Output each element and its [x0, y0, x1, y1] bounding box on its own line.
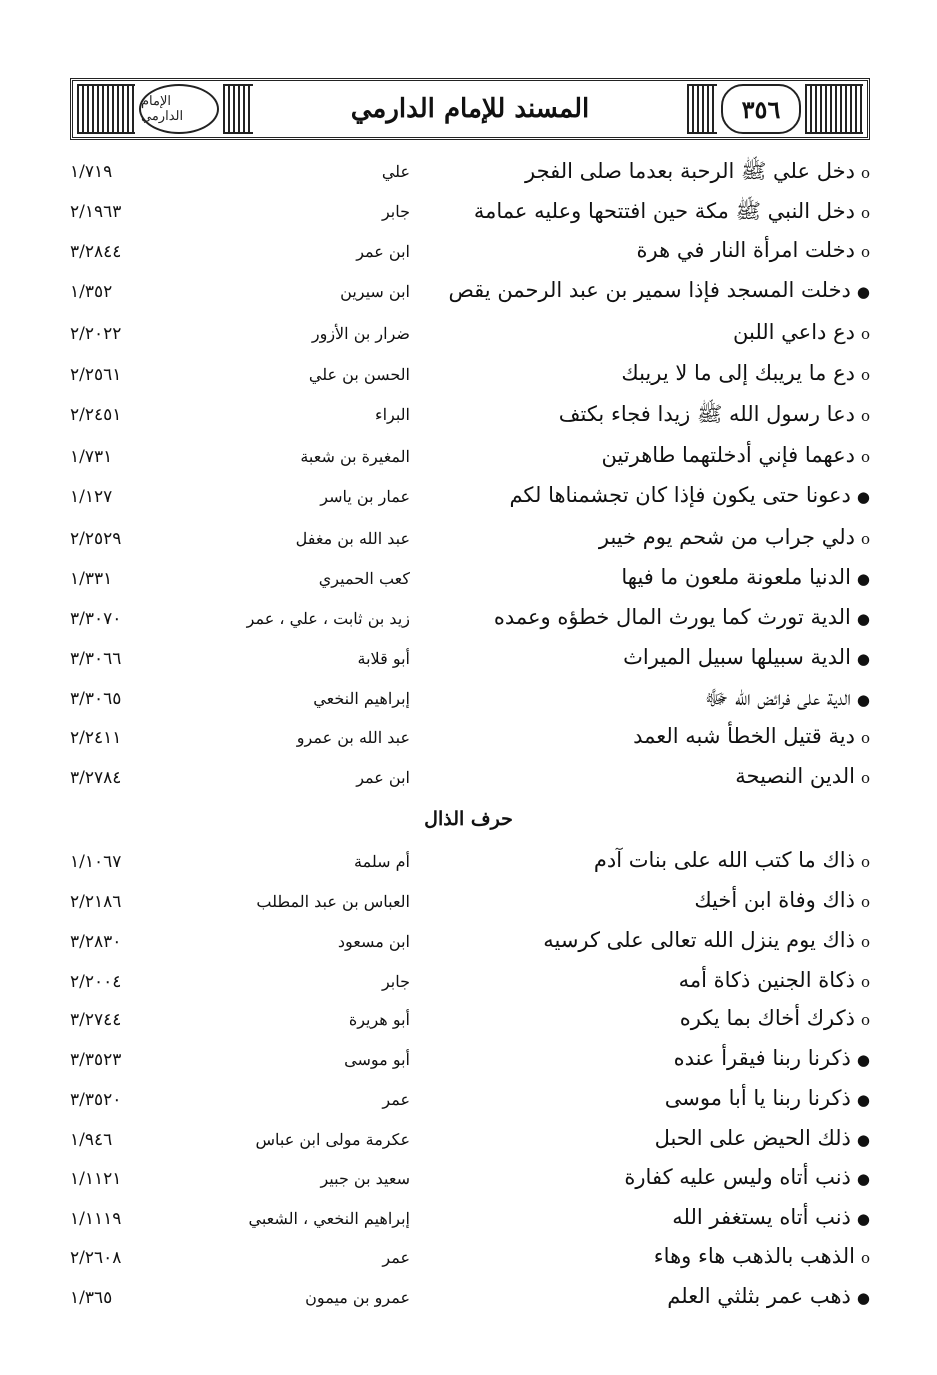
page-number: ٣٥٦: [721, 84, 801, 134]
narrator: زيد بن ثابت ، علي ، عمر: [246, 609, 410, 628]
index-row: [70, 645, 870, 685]
entry-marker: o: [860, 973, 870, 991]
hadith-text: [470, 443, 870, 467]
reference-number: ٢/٢٠٠٤: [70, 972, 122, 992]
entry-marker: o: [860, 243, 870, 261]
hadith-text: [470, 1284, 870, 1308]
narrator: أبو قلابة: [357, 649, 410, 668]
narrator: عمر: [382, 1090, 410, 1109]
reference-number: ١/٧١٩: [70, 162, 113, 182]
narrator: ابن مسعود: [337, 932, 410, 951]
index-row: [70, 198, 870, 238]
reference-number: ٣/٣٠٦٦: [70, 649, 122, 669]
reference-number: ٢/٢٦٠٨: [70, 1248, 122, 1268]
hadith-text: [470, 685, 870, 716]
narrator: عبد الله بن مغفل: [295, 529, 410, 548]
entry-marker: o: [860, 325, 870, 343]
reference-number: ٢/١٩٦٣: [70, 202, 122, 222]
hadith-text: [470, 968, 870, 992]
hadith-incipit: الدين النصيحة: [735, 764, 855, 788]
hadith-incipit: دخل النبي ﷺ مكة حين افتتحها وعليه عمامة: [473, 199, 855, 223]
entry-marker: o: [860, 769, 870, 787]
reference-number: ٣/٢٧٤٤: [70, 1010, 122, 1030]
reference-number: ٣/٢٨٣٠: [70, 932, 122, 952]
hadith-text: [470, 1205, 870, 1229]
index-row: [70, 401, 870, 441]
index-row: [70, 605, 870, 645]
index-row: [70, 968, 870, 1008]
index-row: [70, 525, 870, 565]
page-header: [70, 78, 870, 140]
index-row: [70, 1126, 870, 1166]
entry-marker: o: [860, 448, 870, 466]
hadith-text: [470, 764, 870, 788]
index-row: [70, 361, 870, 401]
index-row: [70, 443, 870, 483]
entry-marker: o: [860, 366, 870, 384]
reference-number: ٢/٢١٨٦: [70, 892, 122, 912]
hadith-text: [470, 1165, 870, 1189]
ornament-mid-right: [687, 84, 717, 134]
entry-marker: o: [860, 204, 870, 222]
entry-marker: ●: [856, 1170, 870, 1188]
index-row: [70, 483, 870, 523]
hadith-incipit: الدية سبيلها سبيل الميراث: [623, 645, 851, 669]
reference-number: ١/٧٣١: [70, 447, 113, 467]
narrator: عمار بن ياسر: [320, 487, 410, 506]
index-row: [70, 848, 870, 888]
entry-marker: ●: [856, 1289, 870, 1307]
index-row: [70, 278, 870, 318]
narrator: سعيد بن جبير: [320, 1169, 410, 1188]
narrator: جابر: [381, 972, 410, 991]
hadith-incipit: دعهما فإني أدخلتهما طاهرتين: [601, 443, 855, 467]
hadith-text: [470, 928, 870, 952]
hadith-incipit: ذاك ما كتب الله على بنات آدم: [593, 848, 855, 872]
book-emblem-text: الإمام الدارمي: [141, 94, 184, 124]
hadith-incipit: دلي جراب من شحم يوم خيبر: [598, 525, 855, 549]
narrator: الحسن بن علي: [308, 365, 410, 384]
hadith-text: [470, 361, 870, 385]
hadith-incipit: ذلك الحيض على الحبل: [654, 1126, 851, 1150]
narrator: علي: [381, 162, 410, 181]
reference-number: ١/٩٤٦: [70, 1130, 113, 1150]
entry-marker: o: [860, 1249, 870, 1267]
book-title: المسند للإمام الدارمي: [350, 94, 590, 124]
index-row: [70, 565, 870, 605]
index-row: [70, 1244, 870, 1284]
entry-marker: ●: [856, 1091, 870, 1109]
narrator: كعب الحميري: [318, 569, 410, 588]
entry-marker: o: [860, 1011, 870, 1029]
index-row: [70, 888, 870, 928]
entry-marker: o: [860, 933, 870, 951]
hadith-text: [470, 238, 870, 262]
reference-number: ٢/٢٥٢٩: [70, 529, 122, 549]
hadith-incipit: الذهب بالذهب هاء وهاء: [653, 1244, 855, 1268]
index-row: [70, 1284, 870, 1324]
index-row: [70, 1046, 870, 1086]
entry-marker: o: [860, 853, 870, 871]
reference-number: ١/١١٢١: [70, 1169, 122, 1189]
index-row: [70, 1165, 870, 1205]
reference-number: ٢/٢٥٦١: [70, 365, 122, 385]
narrator: العباس بن عبد المطلب: [256, 892, 410, 911]
reference-number: ٢/٢٤٥١: [70, 405, 122, 425]
hadith-incipit: ذنب أتاه يستغفر الله: [672, 1205, 851, 1229]
hadith-text: [470, 605, 870, 629]
reference-number: ٢/٢٤١١: [70, 728, 122, 748]
narrator: جابر: [381, 202, 410, 221]
entry-marker: ●: [856, 1131, 870, 1149]
hadith-text: [470, 1006, 870, 1030]
hadith-incipit: دع ما يريبك إلى ما لا يريبك: [621, 361, 855, 385]
hadith-text: [470, 848, 870, 872]
narrator: أبو هريرة: [348, 1010, 410, 1029]
narrator: إبراهيم النخعي: [313, 689, 410, 708]
index-row: [70, 928, 870, 968]
hadith-text: [470, 401, 870, 432]
reference-number: ٢/٢٠٢٢: [70, 324, 122, 344]
narrator: ابن عمر: [356, 768, 410, 787]
narrator: عمر: [382, 1248, 410, 1267]
reference-number: ١/٣٣١: [70, 569, 113, 589]
hadith-text: [470, 158, 870, 189]
hadith-text: [470, 198, 870, 229]
hadith-text: [470, 525, 870, 549]
narrator: عبد الله بن عمرو: [296, 728, 410, 747]
narrator: إبراهيم النخعي ، الشعبي: [248, 1209, 410, 1228]
entry-marker: ●: [856, 650, 870, 668]
hadith-text: [470, 724, 870, 748]
narrator: البراء: [375, 405, 410, 424]
hadith-incipit: ذهب عمر بثلثي العلم: [667, 1284, 851, 1308]
entry-marker: ●: [856, 1051, 870, 1069]
index-row: [70, 1205, 870, 1245]
hadith-incipit: دخلت المسجد فإذا سمير بن عبد الرحمن يقص: [448, 278, 851, 302]
narrator: أم سلمة: [354, 852, 410, 871]
hadith-incipit: دعونا حتى يكون فإذا كان تجشمناها لكم: [509, 483, 851, 507]
entry-marker: o: [860, 407, 870, 425]
hadith-incipit: الدية على فرائض الله ﷻ: [704, 686, 851, 710]
index-row: [70, 764, 870, 804]
section-heading: حرف الذال: [424, 808, 513, 830]
hadith-text: [470, 888, 870, 912]
entry-marker: ●: [856, 610, 870, 628]
hadith-incipit: دعا رسول الله ﷺ زيدا فجاء بكتف: [558, 402, 855, 426]
entry-marker: ●: [856, 1210, 870, 1228]
entry-marker: o: [860, 530, 870, 548]
index-row: [70, 1006, 870, 1046]
narrator: ضرار بن الأزور: [311, 324, 410, 343]
ornament-right: [805, 84, 863, 134]
reference-number: ١/١٢٧: [70, 487, 113, 507]
index-row: [70, 158, 870, 198]
hadith-text: [470, 1126, 870, 1150]
entry-marker: o: [860, 729, 870, 747]
entry-marker: o: [860, 893, 870, 911]
entry-marker: o: [860, 164, 870, 182]
hadith-incipit: دية قتيل الخطأ شبه العمد: [633, 724, 855, 748]
reference-number: ١/٣٦٥: [70, 1288, 113, 1308]
hadith-incipit: دخلت امرأة النار في هرة: [636, 238, 855, 262]
reference-number: ٣/٣٥٢٣: [70, 1050, 122, 1070]
hadith-text: [470, 320, 870, 344]
index-row: [70, 320, 870, 360]
index-row: [70, 238, 870, 278]
hadith-incipit: الدية تورث كما يورث المال خطؤه وعمده: [493, 605, 851, 629]
hadith-text: [470, 645, 870, 669]
narrator: المغيرة بن شعبة: [300, 447, 410, 466]
hadith-text: [470, 1086, 870, 1110]
book-emblem: [139, 84, 219, 134]
entry-marker: ●: [856, 570, 870, 588]
hadith-text: [470, 483, 870, 507]
hadith-incipit: ذكاة الجنين ذكاة أمه: [678, 968, 855, 992]
hadith-text: [470, 1046, 870, 1070]
reference-number: ١/١٠٦٧: [70, 852, 122, 872]
hadith-text: [470, 565, 870, 589]
hadith-text: [448, 278, 870, 302]
hadith-incipit: دع داعي اللبن: [733, 320, 855, 344]
index-row: [70, 685, 870, 725]
reference-number: ٣/٣٠٧٠: [70, 609, 122, 629]
narrator: أبو موسى: [344, 1050, 410, 1069]
reference-number: ١/١١١٩: [70, 1209, 122, 1229]
hadith-incipit: ذاك وفاة ابن أخيك: [694, 888, 855, 912]
hadith-incipit: ذكرنا ربنا يا أبا موسى: [664, 1086, 851, 1110]
ornament-left: [77, 84, 135, 134]
reference-number: ٣/٣٠٦٥: [70, 689, 122, 709]
hadith-incipit: ذاك يوم ينزل الله تعالى على كرسيه: [543, 928, 855, 952]
hadith-incipit: ذكرك أخاك بما يكره: [679, 1006, 855, 1030]
hadith-incipit: دخل علي ﷺ الرحبة بعدما صلى الفجر: [524, 159, 855, 183]
reference-number: ٣/٣٥٢٠: [70, 1090, 122, 1110]
entry-marker: ●: [856, 283, 870, 301]
narrator: عكرمة مولى ابن عباس: [255, 1130, 410, 1149]
narrator: عمرو بن ميمون: [305, 1288, 410, 1307]
entry-marker: ●: [856, 691, 870, 709]
reference-number: ١/٣٥٢: [70, 282, 113, 302]
hadith-incipit: الدنيا ملعونة ملعون ما فيها: [621, 565, 851, 589]
reference-number: ٣/٢٧٨٤: [70, 768, 122, 788]
ornament-mid-left: [223, 84, 253, 134]
narrator: ابن عمر: [356, 242, 410, 261]
narrator: ابن سيرين: [340, 282, 410, 301]
index-row: [70, 1086, 870, 1126]
index-row: [70, 724, 870, 764]
hadith-incipit: ذنب أتاه وليس عليه كفارة: [624, 1165, 851, 1189]
hadith-incipit: ذكرنا ربنا فيقرأ عنده: [673, 1046, 851, 1070]
entry-marker: ●: [856, 488, 870, 506]
hadith-text: [470, 1244, 870, 1268]
reference-number: ٣/٢٨٤٤: [70, 242, 122, 262]
